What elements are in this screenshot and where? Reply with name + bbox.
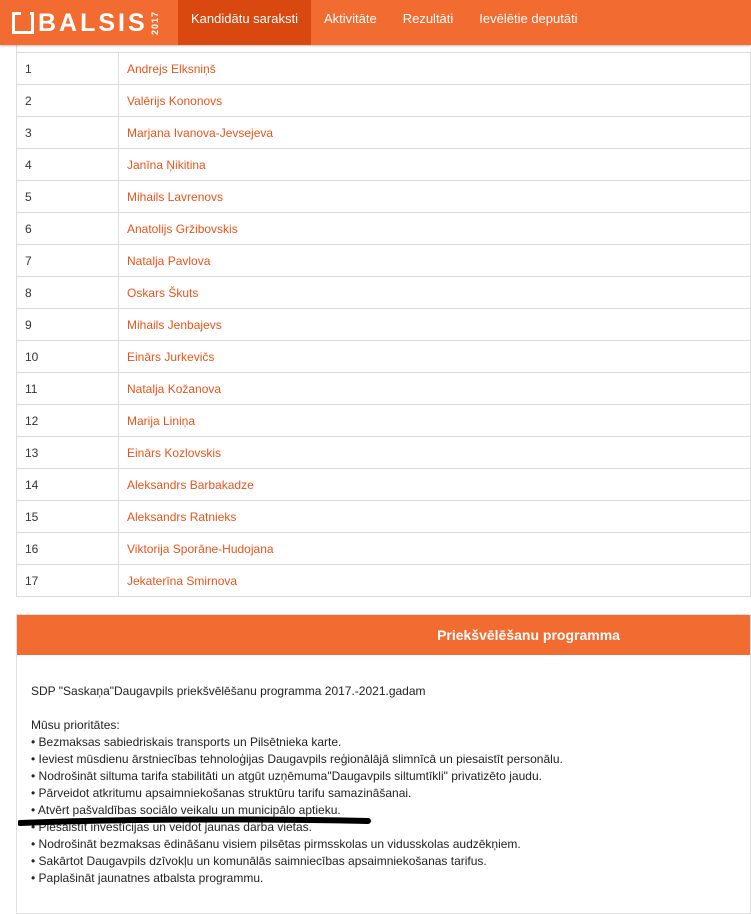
nav-rezultati[interactable]: Rezultāti xyxy=(402,11,454,26)
candidate-name-link[interactable]: Aleksandrs Barbakadze xyxy=(119,469,751,501)
ballot-box-icon xyxy=(12,12,34,34)
candidate-name-link[interactable]: Jekaterīna Smirnova xyxy=(119,565,751,597)
candidate-number: 17 xyxy=(17,565,119,597)
table-row xyxy=(17,117,751,149)
table-row xyxy=(17,533,751,565)
program-panel xyxy=(16,614,751,914)
program-title: SDP "Saskaņa"Daugavpils priekšvēlēšanu programma 2017.-2021.gadam xyxy=(31,684,426,698)
candidate-number: 11 xyxy=(17,373,119,405)
priority-item: • Nodrošināt bezmaksas ēdināšanu visiem pilsētas pirmsskolas un vidusskolas audzēkņiem. xyxy=(31,837,521,851)
marker-underline xyxy=(18,812,378,830)
candidate-name-link[interactable]: Natalja Kožanova xyxy=(119,373,751,405)
candidate-name-link[interactable]: Valērijs Kononovs xyxy=(119,85,751,117)
priority-item: • Sakārtot Daugavpils dzīvokļu un komunālās saimniecības apsaimniekošanas tarifus. xyxy=(31,854,487,868)
candidate-name-link[interactable]: Marija Liniņa xyxy=(119,405,751,437)
program-body xyxy=(17,655,750,887)
candidate-number: 14 xyxy=(17,469,119,501)
table-row xyxy=(17,373,751,405)
priorities-list xyxy=(31,734,750,887)
candidate-name-link[interactable]: Marjana Ivanova-Jevsejeva xyxy=(119,117,751,149)
nav-aktivitate[interactable]: Aktivitāte xyxy=(323,11,377,26)
candidate-number: 4 xyxy=(17,149,119,181)
table-row xyxy=(17,277,751,309)
candidate-number: 5 xyxy=(17,181,119,213)
candidate-number: 6 xyxy=(17,213,119,245)
candidate-name-link[interactable]: Einārs Jurkevičs xyxy=(119,341,751,373)
main-nav xyxy=(178,0,591,45)
table-row xyxy=(17,341,751,373)
priorities-label: Mūsu prioritātes: xyxy=(31,718,120,732)
candidate-number: 15 xyxy=(17,501,119,533)
priority-item: • Piesaistīt investīcijas un veidot jaunas darba vietas. xyxy=(31,820,313,834)
candidates-table xyxy=(16,52,751,597)
table-row xyxy=(17,85,751,117)
logo-text: BALSIS xyxy=(38,9,148,37)
table-row xyxy=(17,405,751,437)
table-row xyxy=(17,309,751,341)
logo-year: 2017 xyxy=(149,10,160,36)
candidate-name-link[interactable]: Einārs Kozlovskis xyxy=(119,437,751,469)
table-row xyxy=(17,501,751,533)
priority-item: • Paplašināt jaunatnes atbalsta programmu. xyxy=(31,871,264,885)
priority-item: • Pārveidot atkritumu apsaimniekošanas struktūru tarifu samazināšanai. xyxy=(31,786,412,800)
candidate-number: 3 xyxy=(17,117,119,149)
candidate-name-link[interactable]: Oskars Škuts xyxy=(119,277,751,309)
candidate-name-link[interactable]: Janīna Ņikitina xyxy=(119,149,751,181)
table-row xyxy=(17,53,751,85)
program-heading: Priekšvēlēšanu programma xyxy=(17,615,750,655)
table-row xyxy=(17,149,751,181)
candidate-number: 10 xyxy=(17,341,119,373)
table-row xyxy=(17,245,751,277)
candidate-number: 16 xyxy=(17,533,119,565)
nav-kandidatu-saraksti[interactable]: Kandidātu saraksti xyxy=(178,0,311,45)
candidate-name-link[interactable]: Aleksandrs Ratnieks xyxy=(119,501,751,533)
candidate-name-link[interactable]: Mihails Lavrenovs xyxy=(119,181,751,213)
candidate-number: 9 xyxy=(17,309,119,341)
candidate-number: 1 xyxy=(17,53,119,85)
candidate-name-link[interactable]: Mihails Jenbajevs xyxy=(119,309,751,341)
table-row xyxy=(17,469,751,501)
priority-item: • Ieviest mūsdienu ārstniecības tehnoloģijas Daugavpils reģionālājā slimnīcā un piesaistīt personālu. xyxy=(31,752,563,766)
table-row xyxy=(17,437,751,469)
candidate-number: 13 xyxy=(17,437,119,469)
candidate-name-link[interactable]: Anatolijs Gržibovskis xyxy=(119,213,751,245)
priority-item: • Nodrošināt siltuma tarifa stabilitāti un atgūt uzņēmuma"Daugavpils siltumtīkli" privatizēto jaudu. xyxy=(31,769,542,783)
candidate-number: 7 xyxy=(17,245,119,277)
table-row xyxy=(17,181,751,213)
priority-item: • Bezmaksas sabiedriskais transports un Pilsētnieka karte. xyxy=(31,735,342,749)
candidate-name-link[interactable]: Andrejs Elksniņš xyxy=(119,53,751,85)
top-navbar xyxy=(0,0,751,45)
candidate-number: 12 xyxy=(17,405,119,437)
candidate-number: 8 xyxy=(17,277,119,309)
candidate-number: 2 xyxy=(17,85,119,117)
balsis-logo[interactable] xyxy=(12,7,160,39)
candidate-name-link[interactable]: Natalja Pavlova xyxy=(119,245,751,277)
candidate-name-link[interactable]: Viktorija Sporāne-Hudojana xyxy=(119,533,751,565)
priority-item: • Atvērt pašvaldības sociālo veikalu un municipālo aptieku. xyxy=(31,803,341,817)
table-row xyxy=(17,213,751,245)
nav-ieveletie-deputati[interactable]: Ievēlētie deputāti xyxy=(479,11,578,26)
table-row xyxy=(17,565,751,597)
